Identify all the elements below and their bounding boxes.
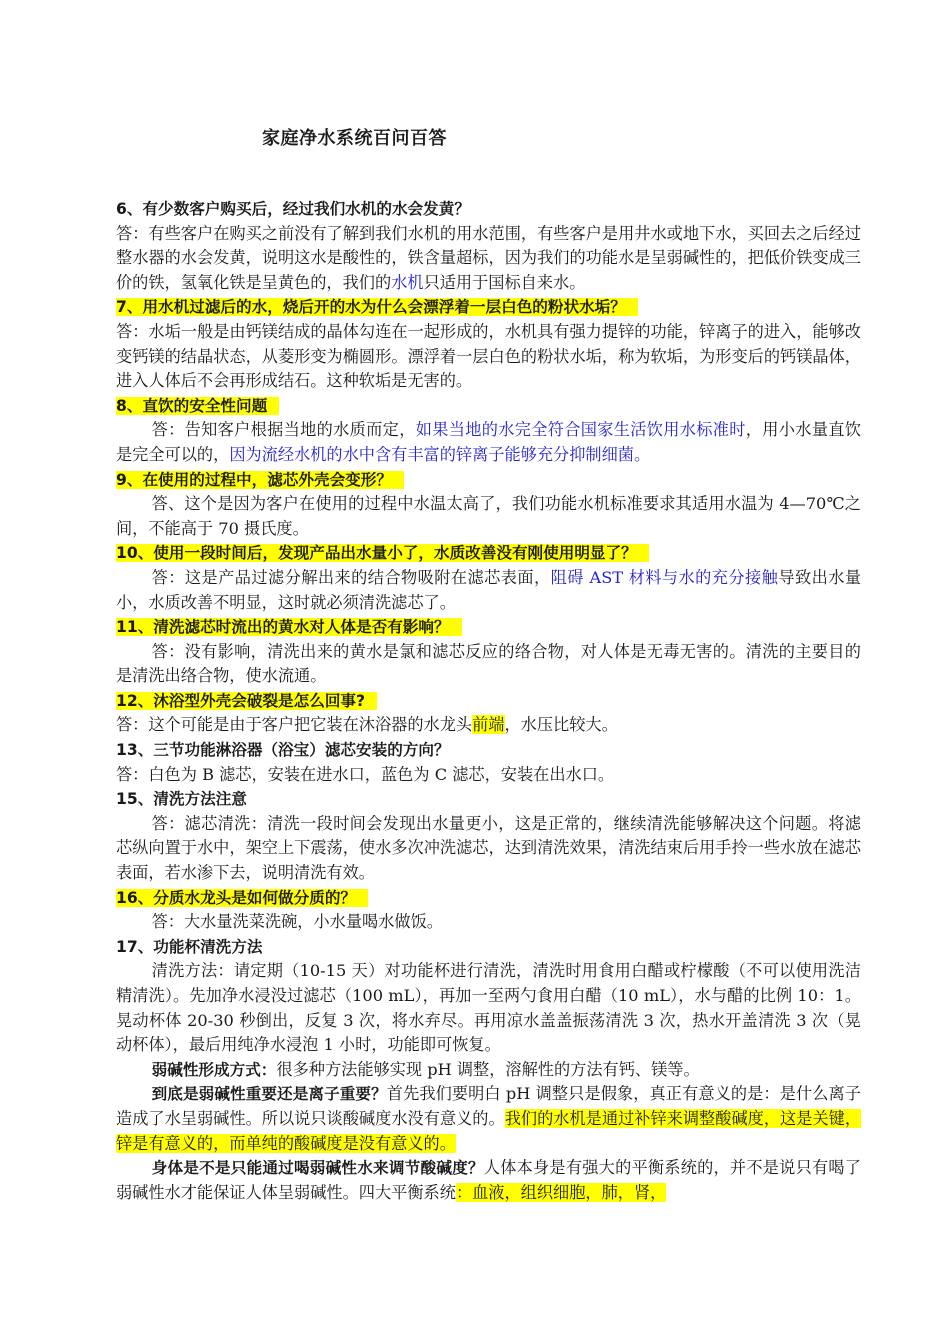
question-6-title: 6、有少数客户购买后，经过我们水机的水会发黄？ [116, 200, 470, 218]
answer-6 [116, 222, 861, 296]
answer-6-text-end: 只适用于国标自来水。 [423, 272, 586, 292]
paragraph-ion [116, 1082, 861, 1156]
paragraph-body [116, 1156, 861, 1205]
question-15 [116, 787, 861, 812]
question-13 [116, 738, 861, 763]
answer-9: 答、这个是因为客户在使用的过程中水温太高了，我们功能水机标准要求其适用水温为 4—70℃之间，不能高于 70 摄氏度。 [116, 494, 861, 538]
paragraph-ion-heading: 到底是弱碱性重要还是离子重要？ [151, 1085, 387, 1104]
paragraph-body-text: 人体本身是有强大的平衡系统的，并不是说只有喝了弱碱性水才能保证人体呈弱碱性。四大平衡系统 [116, 1158, 861, 1202]
question-6 [116, 197, 861, 222]
paragraph-body-heading: 身体是不是只能通过喝弱碱性水来调节酸碱度？ [151, 1159, 484, 1178]
paragraph-alkaline-heading: 弱碱性形成方式： [151, 1060, 277, 1079]
question-11-title: 11、清洗滤芯时流出的黄水对人体是否有影响？ [116, 618, 462, 636]
answer-8-text: 答：告知客户根据当地的水质而定， [151, 420, 416, 440]
answer-7: 答：水垢一般是由钙镁结成的晶体勾连在一起形成的，水机具有强力提锌的功能，锌离子的进入，能够改变钙镁的结晶状态，从菱形变为椭圆形。漂浮着一层白色的粉状水垢，称为软垢，为形变后的钙镁晶体，进入人体后不会再形成结石。这种软垢是无害的。 [116, 321, 861, 391]
question-10-title: 10、使用一段时间后，发现产品出水量小了，水质改善没有刚使用明显了？ [116, 544, 649, 562]
answer-8 [116, 418, 861, 467]
answer-12 [116, 713, 861, 738]
question-9 [116, 468, 861, 493]
question-16 [116, 886, 861, 911]
answer-8-text-2: ，用小水量直饮是完全可以的， [116, 420, 862, 464]
question-12-title: 12、沐浴型外壳会破裂是怎么回事? [116, 692, 377, 710]
question-8 [116, 394, 861, 419]
question-17 [116, 935, 861, 960]
question-8-title: 8、直饮的安全性问题 [116, 397, 279, 415]
answer-12-highlight: 前端 [472, 715, 505, 735]
answer-10-text-end: 导致出水量小，水质改善不明显，这时就必须清洗滤芯了。 [116, 567, 862, 612]
paragraph-ion-highlight: 我们的水机是通过补锌来调整酸碱度，这是关键，锌是有意义的，而单纯的酸碱度是没有意义的。 [116, 1108, 862, 1153]
paragraph-alkaline [116, 1058, 861, 1083]
answer-6-text: 答：有些客户在购买之前没有了解到我们水机的用水范围，有些客户是用井水或地下水，买回去之后经过整水器的水会发黄，说明这水是酸性的，铁含量超标，因为我们的功能水是呈弱碱性的，把低价铁变成三价的铁，氢氧化铁是呈黄色的，我们的 [116, 223, 861, 292]
answer-12-text: 答：这个可能是由于客户把它装在沐浴器的水龙头 [116, 715, 473, 735]
page-title: 家庭净水系统百问百答 [262, 128, 447, 149]
question-11 [116, 615, 861, 640]
answer-10-blue: 阻碍 AST 材料与水的充分接触 [550, 567, 779, 587]
answer-8-blue-2: 因为流经水机的水中含有丰富的锌离子能够充分抑制细菌。 [229, 444, 651, 464]
paragraph-alkaline-text: 很多种方法能够实现 pH 调整，溶解性的方法有钙、镁等。 [276, 1059, 700, 1079]
document-body [116, 197, 861, 1205]
answer-12-text-end: ，水压比较大。 [504, 715, 618, 735]
question-15-title: 15、清洗方法注意 [116, 790, 247, 809]
question-17-title: 17、功能杯清洗方法 [116, 937, 263, 956]
answer-11: 答：没有影响，清洗出来的黄水是氯和滤芯反应的络合物，对人体是无毒无害的。清洗的主要目的是清洗出络合物，使水流通。 [116, 641, 861, 686]
question-7-title: 7、用水机过滤后的水，烧后开的水为什么会漂浮着一层白色的粉状水垢？ [116, 298, 638, 316]
answer-13: 答：白色为 B 滤芯，安装在进水口，蓝色为 C 滤芯，安装在出水口。 [116, 764, 615, 784]
answer-16: 答：大水量洗菜洗碗，小水量喝水做饭。 [151, 912, 443, 932]
answer-6-link: 水机 [391, 272, 424, 292]
paragraph-ion-text: 首先我们要明白 pH 调整只是假象，真正有意义的是：是什么离子造成了水呈弱碱性。所以说只谈酸碱度水没有意义的。 [116, 1084, 861, 1128]
answer-10 [116, 566, 861, 615]
answer-8-blue-1: 如果当地的水完全符合国家生活饮用水标准时 [415, 420, 746, 440]
question-16-title: 16、分质水龙头是如何做分质的？ [116, 889, 368, 907]
question-13-title: 13、三节功能淋浴器（浴宝）滤芯安装的方向？ [116, 741, 450, 760]
answer-17: 清洗方法：请定期（10-15 天）对功能杯进行清洗，清洗时用食用白醋或柠檬酸（不可以使用洗洁精清洗）。先加净水浸没过滤芯（100 mL），再加一至两勺食用白醋（10 mL），水与醋的比例 10：1。晃动杯体 20-30 秒倒出，反复 3 次，将水弃尽。再用凉水盖盖振荡清洗 3 次，热水开盖清洗 3 次（晃动杯体），最后用纯净水浸泡 1 小时，功能即可恢复。 [116, 961, 861, 1055]
answer-10-text: 答：这是产品过滤分解出来的结合物吸附在滤芯表面， [151, 567, 551, 587]
answer-15: 答：滤芯清洗：清洗一段时间会发现出水量更小，这是正常的，继续清洗能够解决这个问题。将滤芯纵向置于水中，架空上下震荡，使水多次冲洗滤芯，达到清洗效果，清洗结束后用手拎一些水放在滤芯表面，若水渗下去，说明清洗有效。 [116, 813, 861, 883]
question-12 [116, 689, 861, 714]
paragraph-body-highlight: ：血液，组织细胞，肺，肾， [455, 1182, 667, 1202]
question-10 [116, 541, 861, 566]
question-9-title: 9、在使用的过程中，滤芯外壳会变形？ [116, 471, 404, 489]
question-7 [116, 295, 861, 320]
